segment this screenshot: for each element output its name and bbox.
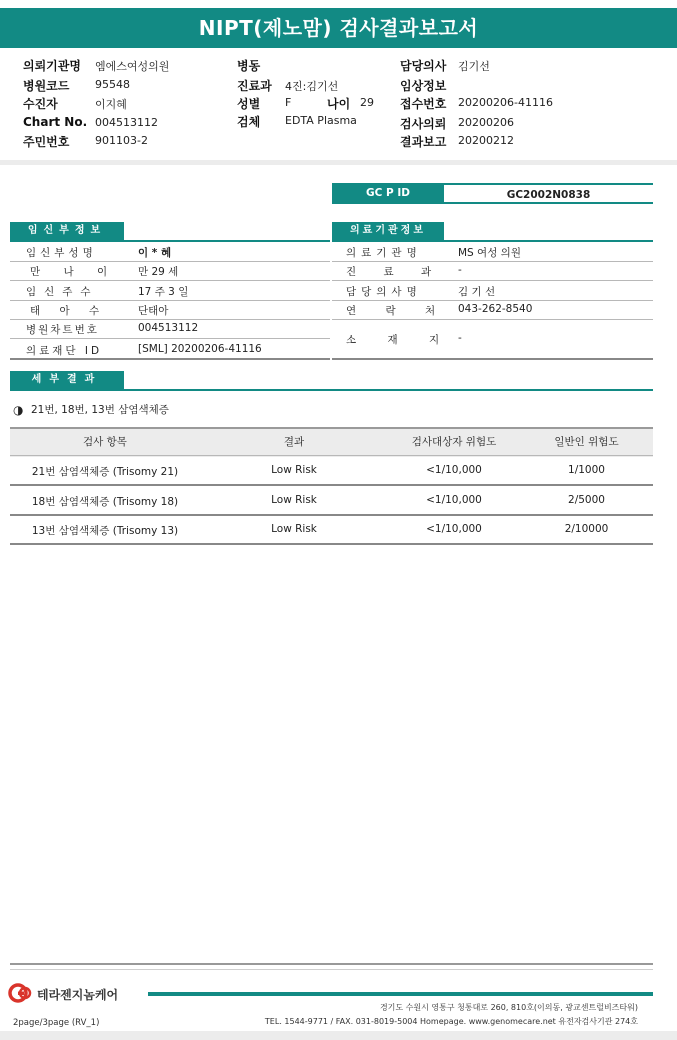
gcp-id-value: GC2002N0838 (444, 183, 653, 203)
institution-row-label: 담당의사명 (346, 286, 422, 298)
institution-row-value: 043-262-8540 (458, 303, 533, 315)
column-header: 일반인 위험도 (554, 436, 619, 448)
details-title: 세부결과 (10, 371, 124, 389)
table-cell: Low Risk (271, 523, 317, 535)
pregnant-row-value: 004513112 (138, 322, 199, 334)
pregnant-info-title: 임신부정보 (10, 222, 124, 240)
header-value: 엠에스여성의원 (95, 60, 170, 73)
row-divider (10, 280, 330, 281)
table-cell: 2/10000 (564, 523, 609, 535)
table-cell: Low Risk (271, 494, 317, 506)
table-cell: <1/10,000 (426, 464, 482, 476)
pregnant-row-value: [SML] 20200206-41116 (138, 343, 262, 355)
institution-row-value: - (458, 332, 462, 344)
header-value: 004513112 (95, 116, 158, 129)
pregnant-row-value: 17 주 3 일 (138, 286, 189, 298)
header-label: 성별 (237, 97, 261, 111)
footer-accent-bar (148, 992, 653, 996)
table-cell: 21번 삼염색체증 (Trisomy 21) (31, 466, 179, 478)
header-label: 검체 (237, 115, 261, 129)
header-label: 수진자 (23, 97, 58, 111)
row-divider (10, 338, 330, 339)
report-title: NIPT(제노맘) 검사결과보고서 (0, 8, 677, 48)
row-divider (332, 261, 653, 262)
pregnant-row-label: 병원차트번호 (26, 324, 99, 336)
row-divider (10, 261, 330, 262)
half-circle-icon: ◑ (13, 403, 24, 417)
details-subtitle: 21번, 18번, 13번 삼염색체증 (31, 404, 169, 416)
table-cell: 18번 삼염색체증 (Trisomy 18) (31, 496, 179, 508)
institution-row-value: 김 기 선 (458, 286, 496, 298)
bottom-bar (0, 1031, 677, 1040)
pregnant-row-label: 만 나 이 (30, 266, 118, 278)
company-address: 경기도 수원시 영통구 청통대로 260, 810호(이의동, 광교센트럴비즈타워) (379, 1003, 638, 1012)
header-separator (0, 160, 677, 165)
institution-info-title: 의료기관정보 (332, 222, 444, 240)
table-cell: 13번 삼염색체증 (Trisomy 13) (31, 525, 179, 537)
header-value: 29 (360, 96, 374, 109)
table-cell: 1/1000 (568, 464, 605, 476)
pregnant-row-label: 임신부성명 (26, 247, 97, 259)
section-bottom-rule (10, 358, 330, 360)
header-value: 이지혜 (95, 98, 127, 111)
header-value: 95548 (95, 78, 130, 91)
row-divider (332, 300, 653, 301)
row-divider (332, 319, 653, 320)
header-value: F (285, 96, 292, 109)
pregnant-row-label: 태 아 수 (30, 305, 108, 317)
company-name: 테라젠지놈케어 (37, 988, 119, 1002)
section-bottom-rule (332, 358, 653, 360)
header-info (0, 48, 677, 158)
header-value: 20200206-41116 (458, 96, 553, 109)
column-header: 결과 (283, 436, 305, 448)
header-label: 담당의사 (400, 59, 447, 73)
header-label: 주민번호 (23, 135, 70, 149)
footer-rule (10, 963, 653, 965)
row-divider (10, 455, 653, 456)
row-divider (332, 280, 653, 281)
institution-row-label: 의료기관명 (346, 247, 422, 259)
row-divider (10, 319, 330, 320)
institution-info-underline (332, 240, 653, 242)
pregnant-row-value: 만 29 세 (138, 266, 179, 278)
page-indicator: 2page/3page (RV_1) (13, 1018, 100, 1028)
header-value: 20200206 (458, 116, 514, 129)
details-underline (10, 389, 653, 391)
table-bottom-rule (10, 543, 653, 545)
gcp-id-label: GC P ID (332, 183, 444, 203)
institution-row-label: 진 료 과 (346, 266, 444, 278)
column-header: 검사 항목 (83, 436, 127, 448)
gcp-underline (332, 202, 653, 204)
header-label: 임상정보 (400, 79, 447, 93)
row-divider (10, 300, 330, 301)
company-contact: TEL. 1544-9771 / FAX. 031-8019-5004 Homepage. www.genomecare.net 유전자검사기관 274호 (264, 1017, 638, 1026)
header-label: 나이 (327, 97, 351, 111)
header-label: 의뢰기관명 (23, 59, 81, 73)
table-cell: <1/10,000 (426, 523, 482, 535)
institution-row-value: MS 여성 의원 (458, 247, 521, 259)
pregnant-row-value: 단태아 (138, 305, 169, 317)
header-value: EDTA Plasma (285, 114, 357, 127)
row-divider (10, 514, 653, 516)
header-value: 김기선 (458, 60, 490, 73)
table-cell: Low Risk (271, 464, 317, 476)
pregnant-row-value: 이 * 혜 (138, 247, 172, 259)
header-value: 901103-2 (95, 134, 148, 147)
header-label: 병원코드 (23, 79, 70, 93)
institution-row-label: 연 락 처 (346, 305, 449, 317)
pregnant-row-label: 임신주수 (26, 286, 99, 298)
footer-rule-thin (10, 969, 653, 970)
pregnant-info-underline (10, 240, 330, 242)
header-label: 결과보고 (400, 135, 447, 149)
header-label: 병동 (237, 59, 261, 73)
institution-row-label: 소 재 지 (346, 334, 454, 346)
table-cell: 2/5000 (568, 494, 605, 506)
header-value: 4진:김기선 (285, 80, 339, 93)
column-header: 검사대상자 위험도 (411, 436, 497, 448)
header-value: 20200212 (458, 134, 514, 147)
header-label: 접수번호 (400, 97, 447, 111)
table-cell: <1/10,000 (426, 494, 482, 506)
pregnant-row-label: 의료재단 ID (26, 345, 103, 357)
header-label: Chart No. (23, 115, 88, 129)
row-divider (10, 484, 653, 486)
institution-row-value: - (458, 264, 462, 276)
header-label: 진료과 (237, 79, 272, 93)
company-logo-icon (8, 983, 34, 1003)
header-label: 검사의뢰 (400, 117, 447, 131)
